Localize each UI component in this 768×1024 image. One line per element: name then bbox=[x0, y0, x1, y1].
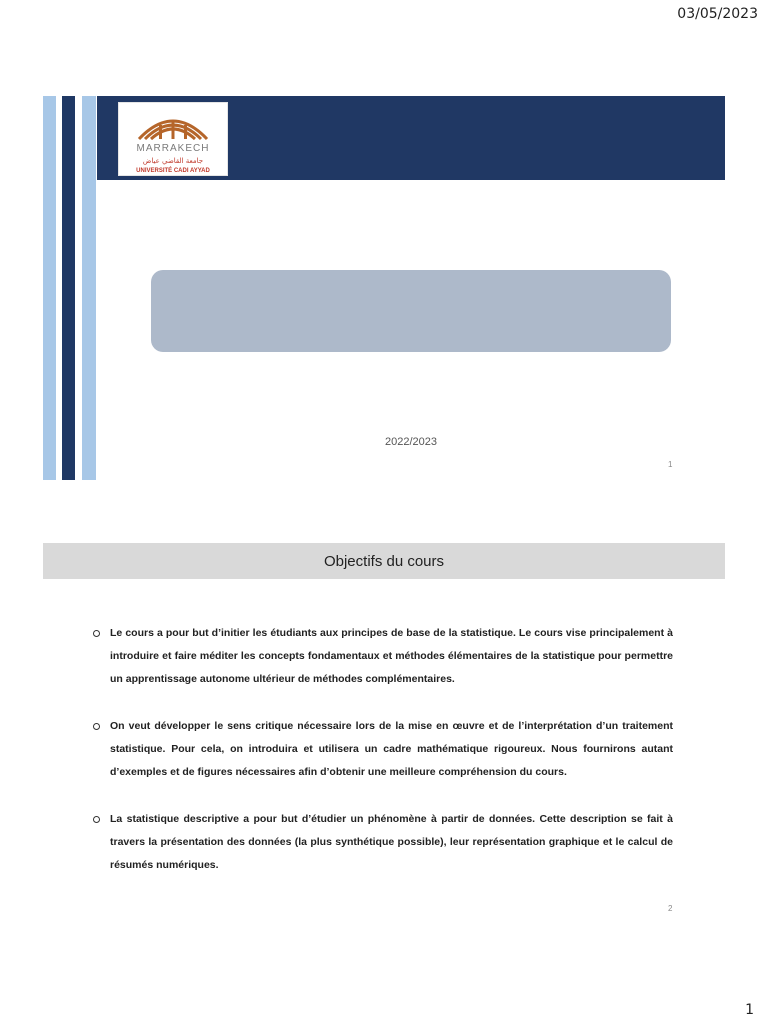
list-item bbox=[90, 808, 673, 877]
objective-text: On veut développer le sens critique nécessaire lors de la mise en œuvre et de l’interprétation d’un traitement statistique. Pour cela, on introduira et utilisera un cadre mathématique rigoureux. Nous fournirons autant d’exemples et de figures nécessaires afin d’obtenir une meilleure compréhension du cours. bbox=[110, 720, 673, 778]
page-date: 03/05/2023 bbox=[677, 6, 758, 22]
list-item bbox=[90, 622, 673, 691]
slide-2-title-band bbox=[43, 543, 725, 579]
objective-text: Le cours a pour but d’initier les étudiants aux principes de base de la statistique. Le cours vise principalement à introduire et faire méditer les concepts fondamentaux et méthodes élémentaires de la statistique pour permettre un apprentissage autonome ultérieur de méthodes complémentaires. bbox=[110, 627, 673, 685]
bullet-circle-icon bbox=[93, 816, 100, 823]
svg-text:MARRAKECH: MARRAKECH bbox=[136, 143, 210, 154]
slide-number: 2 bbox=[668, 904, 673, 913]
academic-year: 2022/2023 bbox=[385, 436, 437, 448]
bullet-circle-icon bbox=[93, 630, 100, 637]
svg-text:UNIVERSITÉ CADI AYYAD: UNIVERSITÉ CADI AYYAD bbox=[136, 168, 210, 174]
svg-text:جامعة القاضي عياض: جامعة القاضي عياض bbox=[142, 157, 204, 165]
slide-title: Objectifs du cours bbox=[323, 552, 445, 570]
slide-number: 1 bbox=[668, 460, 673, 469]
university-logo bbox=[118, 102, 228, 176]
objective-text: La statistique descriptive a pour but d’étudier un phénomène à partir de données. Cette description se fait à travers la présentation des données (la plus synthétique possible), leur représentation graphique et le calcul de résumés numériques. bbox=[110, 813, 673, 871]
decorative-bar-dark bbox=[62, 96, 75, 480]
slide-1 bbox=[0, 0, 768, 500]
decorative-bar-light bbox=[82, 96, 96, 480]
objectives-list bbox=[90, 622, 673, 901]
page-number: 1 bbox=[745, 1002, 754, 1018]
list-item bbox=[90, 715, 673, 784]
bullet-circle-icon bbox=[93, 723, 100, 730]
title-box bbox=[151, 270, 671, 352]
decorative-bar-light bbox=[43, 96, 56, 480]
